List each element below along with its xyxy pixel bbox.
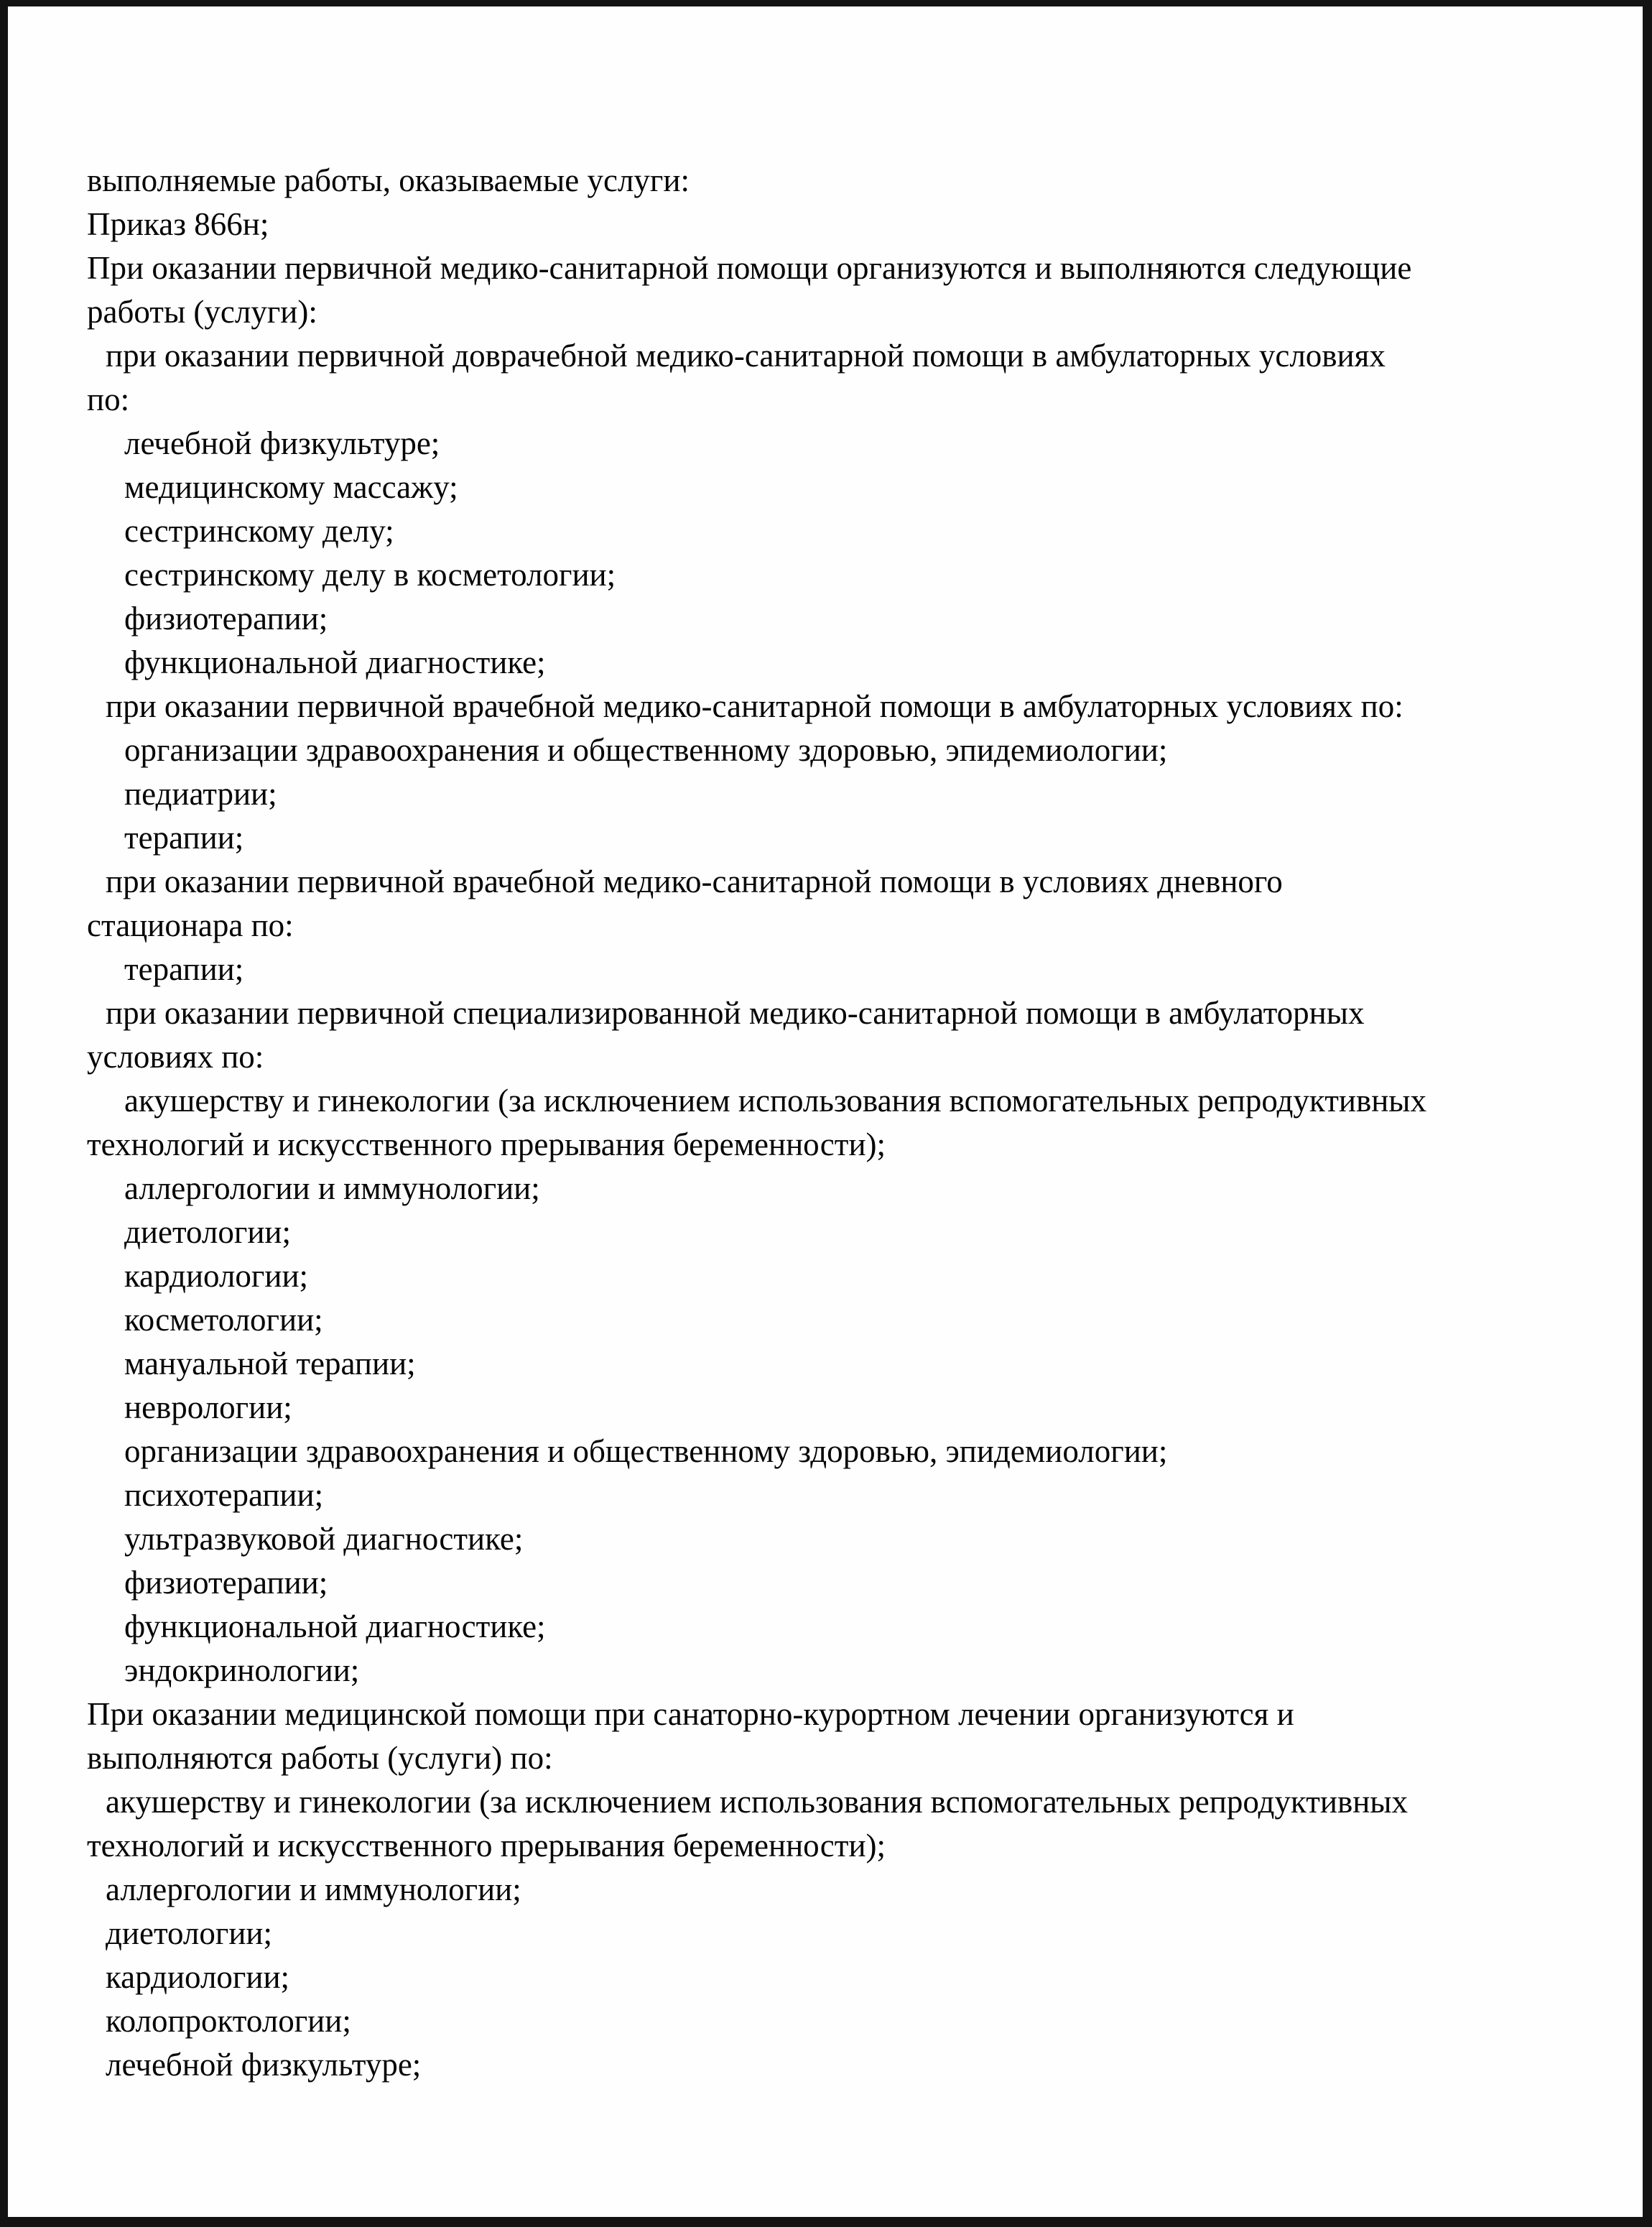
document-line: лечебной физкультуре; [124,425,440,461]
document-line: кардиологии; [106,1959,290,1995]
document-line: косметологии; [124,1302,323,1338]
document-line: по: [87,381,130,417]
document-line: при оказании первичной врачебной медико-санитарной помощи в условиях дневного [106,864,1283,899]
document-line: аллергологии и иммунологии; [124,1170,540,1206]
document-line: условиях по: [87,1039,264,1075]
document-line: аллергологии и иммунологии; [106,1871,521,1907]
document-line: акушерству и гинекологии (за исключением использования вспомогательных репродуктивных [124,1083,1427,1119]
document-line: функциональной диагностике; [124,1608,546,1644]
document-line: стационара по: [87,907,294,943]
document-line: медицинскому массажу; [124,469,458,505]
document-line: педиатрии; [124,776,277,812]
document-line: терапии; [124,951,244,987]
document-line: организации здравоохранения и общественному здоровью, эпидемиологии; [124,1433,1168,1469]
document-line: физиотерапии; [124,1565,328,1601]
document-line: психотерапии; [124,1477,324,1513]
document-line: колопроктологии; [106,2003,351,2039]
document-line: акушерству и гинекологии (за исключением использования вспомогательных репродуктивных [106,1784,1409,1820]
document-line: функциональной диагностике; [124,644,546,680]
document-line: кардиологии; [124,1258,309,1294]
document-line: при оказании первичной доврачебной медико-санитарной помощи в амбулаторных условиях [106,338,1386,374]
document-line: мануальной терапии; [124,1346,416,1381]
document-line: терапии; [124,820,244,856]
document-line: выполняемые работы, оказываемые услуги: [87,162,690,198]
document-line: эндокринологии; [124,1652,360,1688]
document-line: диетологии; [106,1915,273,1951]
document-line: сестринскому делу; [124,513,394,549]
document-line: При оказании первичной медико-санитарной помощи организуются и выполняются следующие [87,250,1412,286]
document-line: при оказании первичной врачебной медико-санитарной помощи в амбулаторных условиях по: [106,688,1403,724]
document-line: При оказании медицинской помощи при санаторно-курортном лечении организуются и [87,1696,1294,1732]
document-line: ультразвуковой диагностике; [124,1521,524,1557]
document-line: Приказ 866н; [87,206,269,242]
document-line: неврологии; [124,1389,292,1425]
document-line: выполняются работы (услуги) по: [87,1740,553,1776]
document-line: технологий и искусственного прерывания беременности); [87,1126,886,1162]
document-line: работы (услуги): [87,294,317,330]
document-line: сестринскому делу в косметологии; [124,557,616,593]
document-line: организации здравоохранения и общественному здоровью, эпидемиологии; [124,732,1168,768]
document-line: лечебной физкультуре; [106,2047,422,2083]
document-line: диетологии; [124,1214,292,1250]
document-page [8,6,1643,2217]
document-line: при оказании первичной специализированной медико-санитарной помощи в амбулаторных [106,995,1365,1031]
document-line: технологий и искусственного прерывания беременности); [87,1828,886,1863]
document-line: физиотерапии; [124,601,328,636]
document-text-block [87,159,1600,2087]
